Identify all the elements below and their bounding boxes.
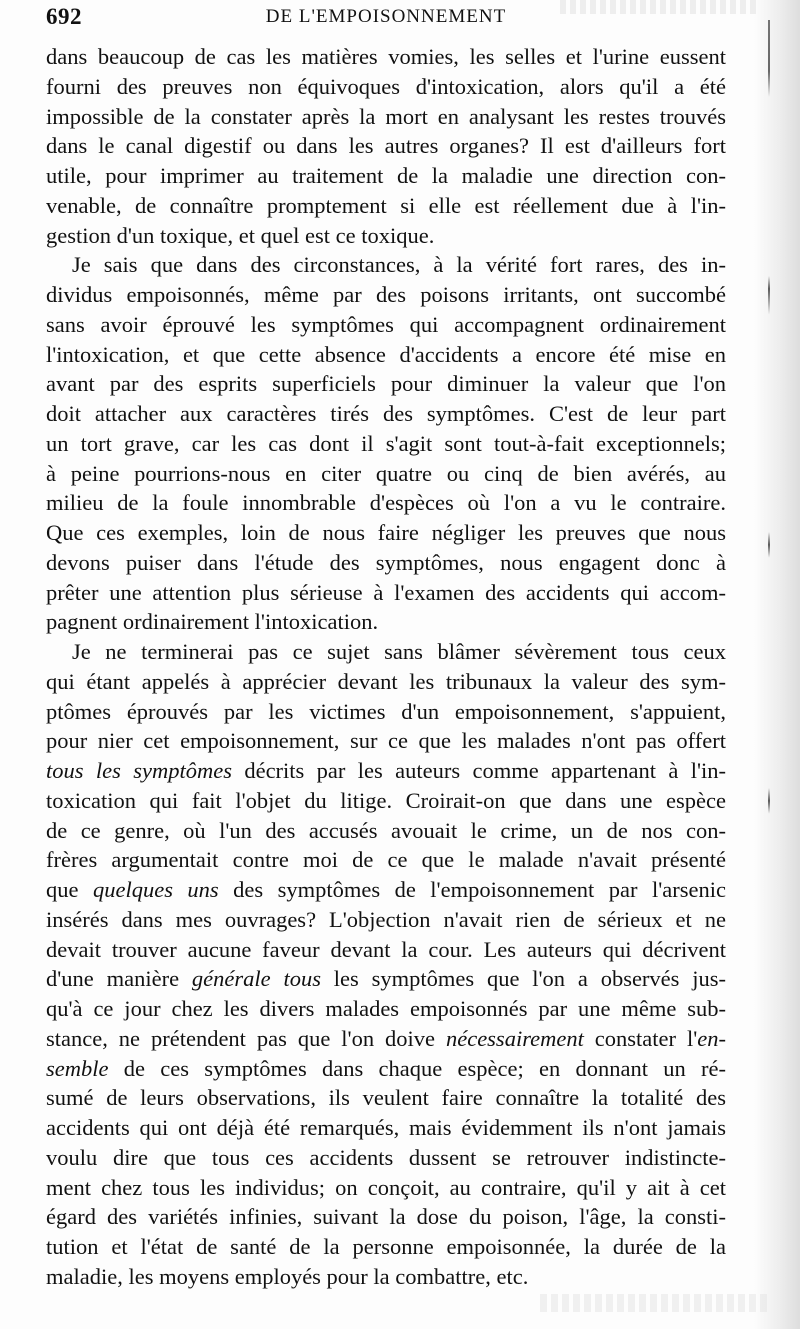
text-line [46, 1054, 726, 1084]
text-line [46, 607, 726, 637]
text-segment: que [46, 877, 93, 902]
text-segment: insérés dans mes ouvrages? L'objection n'avait rien de sérieux et ne [46, 906, 726, 932]
text-segment: accidents qui ont déjà été remarqués, mais évidemment ils n'ont jamais [46, 1115, 726, 1140]
text-segment: devons puiser dans l'étude des symptômes, nous engagent donc à [46, 549, 726, 575]
text-line [46, 280, 726, 310]
binding-edge-line [768, 20, 770, 1300]
text-segment: décrits par les auteurs comme appartenant à l'in- [231, 758, 726, 783]
text-line [46, 340, 726, 370]
text-segment: ment chez tous les individus; on conçoit, au contraire, qu'il y ait à cet [46, 1174, 726, 1200]
text-segment: des symptômes de l'empoisonnement par l'arsenic [218, 877, 726, 902]
text-line [46, 221, 726, 251]
text-line [46, 191, 726, 221]
text-segment: fourni des preuves non équivoques d'intoxication, alors qu'il a été [46, 73, 726, 99]
text-segment: dividus empoisonnés, même par des poisons irritants, ont succombé [46, 282, 726, 307]
binding-edge-shadow [754, 0, 800, 1329]
text-segment: dans beaucoup de cas les matières vomies, les selles et l'urine eussent [46, 44, 726, 69]
text-segment: constater l' [583, 1025, 698, 1051]
text-segment: pagnent ordinairement l'intoxication. [46, 609, 379, 635]
text-segment: sumé de leurs observations, ils veulent faire connaître la totalité des [46, 1085, 726, 1111]
bleed-through-bottom [540, 1294, 770, 1312]
text-segment: devait trouver aucune faveur devant la cour. Les auteurs qui décrivent [46, 936, 726, 962]
text-line [46, 875, 726, 905]
text-line [46, 161, 726, 191]
text-line [46, 310, 726, 340]
text-line [46, 935, 726, 965]
italic-text: quelques uns [92, 877, 219, 902]
text-line [46, 816, 726, 846]
running-header [46, 4, 726, 34]
text-line [46, 42, 726, 72]
text-line [46, 786, 726, 816]
text-line [46, 1232, 726, 1262]
text-line [46, 1262, 726, 1292]
text-segment: prêter une attention plus sérieuse à l'examen des accidents qui accom- [46, 579, 726, 605]
text-segment: milieu de la foule innombrable d'espèces où l'on a vu le contraire. [46, 490, 726, 516]
text-line [46, 1173, 726, 1203]
text-line [46, 250, 726, 280]
text-segment: gestion d'un toxique, et quel est ce toxique. [46, 222, 435, 248]
text-segment: avant par des esprits superficiels pour diminuer la valeur que l'on [46, 371, 726, 397]
text-segment: venable, de connaître promptement si elle est réellement due à l'in- [46, 192, 726, 218]
text-line [46, 429, 726, 459]
text-line [46, 1143, 726, 1173]
text-line [46, 578, 726, 608]
text-line [46, 964, 726, 994]
italic-text: en- [697, 1025, 726, 1051]
text-segment: un tort grave, car les cas dont il s'agit sont tout-à-fait exceptionnels; [46, 430, 726, 456]
text-line [46, 131, 726, 161]
text-line [46, 726, 726, 756]
text-segment: à peine pourrions-nous en citer quatre ou cinq de bien avérés, au [46, 460, 726, 486]
text-segment: égard des variétés infinies, suivant la dose du poison, l'âge, la consti- [46, 1204, 726, 1230]
text-line [46, 845, 726, 875]
text-segment: dans le canal digestif ou dans les autres organes? Il est d'ailleurs fort [46, 133, 726, 159]
text-segment: de ces symptômes dans chaque espèce; en donnant un ré- [108, 1055, 726, 1081]
text-line [46, 667, 726, 697]
text-segment: Je sais que dans des circonstances, à la vérité fort rares, des in- [72, 252, 726, 278]
text-line [46, 1202, 726, 1232]
text-line [46, 1083, 726, 1113]
text-line [46, 369, 726, 399]
text-line [46, 637, 726, 667]
text-segment: sans avoir éprouvé les symptômes qui accompagnent ordinairement [46, 311, 726, 337]
text-segment: qu'à ce jour chez les divers malades empoisonnés par une même sub- [46, 996, 726, 1021]
text-segment: frères argumentait contre moi de ce que le malade n'avait présenté [46, 847, 726, 873]
text-segment: de ce genre, où l'un des accusés avouait le crime, un de nos con- [46, 817, 726, 843]
page-number: 692 [46, 4, 82, 29]
italic-text: tous les symptômes [46, 758, 232, 783]
italic-text: nécessairement [445, 1025, 584, 1051]
text-segment: l'intoxication, et que cette absence d'accidents a encore été mise en [46, 341, 726, 367]
text-line [46, 548, 726, 578]
text-line [46, 459, 726, 489]
text-segment: doit attacher aux caractères tirés des symptômes. C'est de leur part [46, 401, 726, 426]
text-segment: toxication qui fait l'objet du litige. Croirait-on que dans une espèce [46, 787, 726, 813]
text-segment: Que ces exemples, loin de nous faire négliger les preuves que nous [46, 520, 726, 545]
text-segment: ptômes éprouvés par les victimes d'un empoisonnement, s'appuient, [46, 698, 726, 724]
text-segment: utile, pour imprimer au traitement de la maladie une direction con- [46, 163, 726, 188]
text-line [46, 1024, 726, 1054]
text-segment: voulu dire que tous ces accidents dussent se retrouver indistincte- [46, 1144, 726, 1170]
text-line [46, 399, 726, 429]
text-line [46, 756, 726, 786]
italic-text: semble [46, 1055, 109, 1081]
text-segment: les symptômes que l'on a observés jus- [320, 966, 726, 992]
text-line [46, 1113, 726, 1143]
text-segment: d'une manière [46, 966, 192, 992]
text-line [46, 72, 726, 102]
text-segment: stance, ne prétendent pas que l'on doive [46, 1025, 446, 1051]
body-text [46, 42, 726, 1292]
text-segment: qui étant appelés à apprécier devant les tribunaux la valeur des sym- [46, 668, 726, 694]
text-line [46, 102, 726, 132]
text-line [46, 518, 726, 548]
text-line [46, 994, 726, 1024]
text-line [46, 488, 726, 518]
text-line [46, 697, 726, 727]
text-segment: Je ne terminerai pas ce sujet sans blâmer sévèrement tous ceux [72, 639, 726, 664]
italic-text: générale tous [191, 966, 321, 992]
text-line [46, 905, 726, 935]
text-segment: pour nier cet empoisonnement, sur ce que les malades n'ont pas offert [46, 728, 726, 754]
text-segment: maladie, les moyens employés pour la combattre, etc. [46, 1263, 529, 1289]
text-segment: impossible de la constater après la mort en analysant les restes trouvés [46, 103, 726, 129]
text-segment: tution et l'état de santé de la personne empoisonnée, la durée de la [46, 1234, 726, 1259]
running-title: DE L'EMPOISONNEMENT [265, 6, 507, 27]
